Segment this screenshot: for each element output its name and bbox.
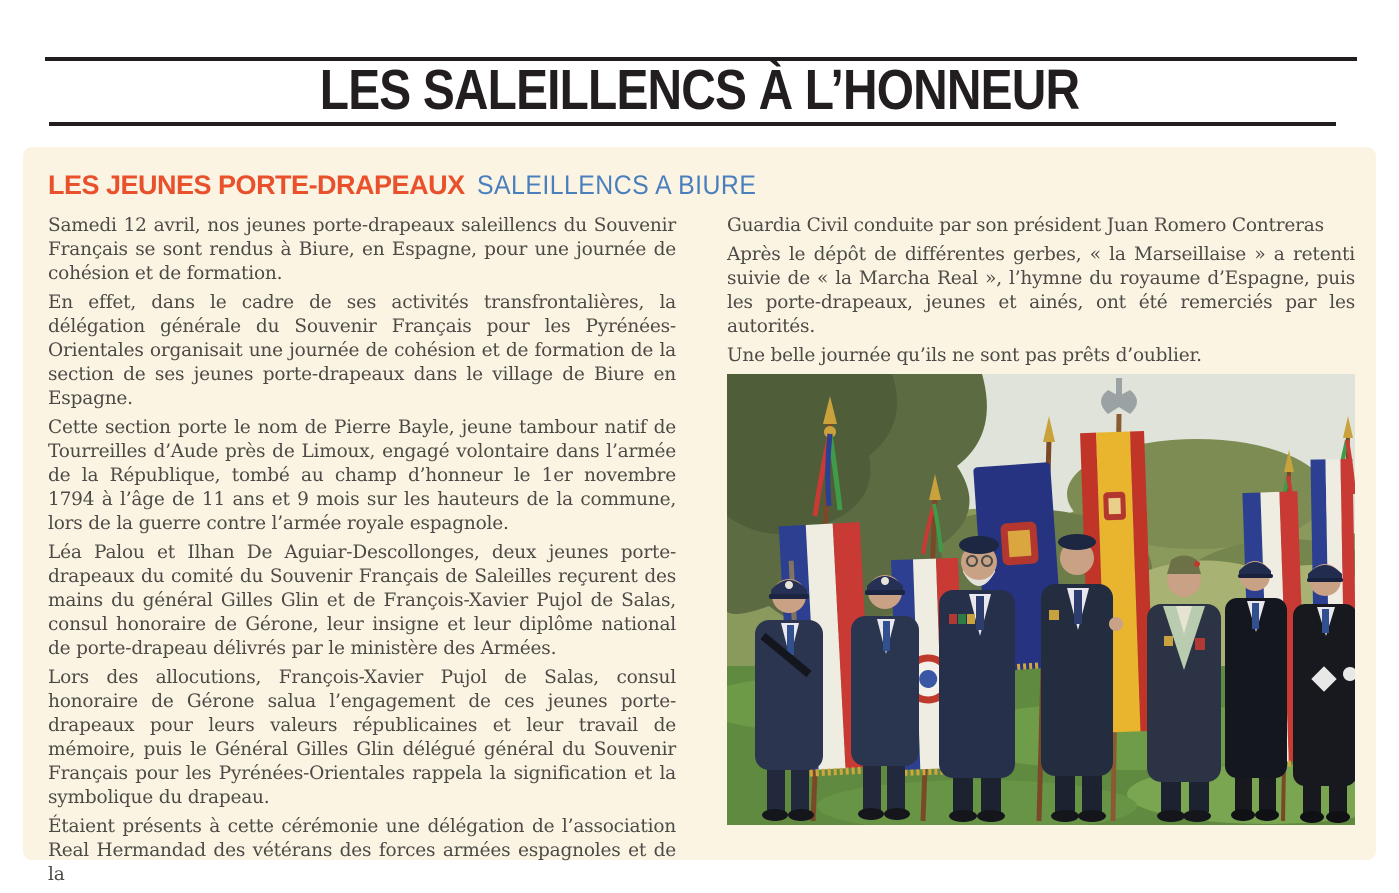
article-heading-secondary: SALEILLENCS A BIURE bbox=[476, 170, 756, 200]
article-heading bbox=[48, 170, 1355, 201]
article-paragraph: Samedi 12 avril, nos jeunes porte-drapeaux saleillencs du Souvenir Français se sont rendus à Biure, en Espagne, pour une journée de cohésion et de formation. bbox=[48, 215, 676, 284]
article-paragraph: Une belle journée qu’ils ne sont pas prêts d’oublier. bbox=[727, 345, 1202, 366]
article-paragraph: Léa Palou et Ilhan De Aguiar-Descollonges, deux jeunes porte-drapeaux du comité du Souvenir Français de Saleilles reçurent des mains du général Gilles Glin et de François-Xavier Pujol de Salas, consul honoraire de Gérone, leur insigne et leur diplôme national de porte-drapeau délivrés par le ministère des Armées. bbox=[48, 542, 676, 659]
article-panel bbox=[23, 147, 1376, 885]
article-paragraph: Guardia Civil conduite par son président Juan Romero Contreras bbox=[727, 215, 1324, 236]
article-photo bbox=[727, 374, 1355, 825]
article-paragraph: Étaient présents à cette cérémonie une délégation de l’association Real Hermandad des vétérans des forces armées espagnoles et de la bbox=[48, 816, 676, 885]
article-paragraph: En effet, dans le cadre de ses activités transfrontalières, la délégation générale du Souvenir Français pour les Pyrénées-Orientales organisait une journée de cohésion et de formation de la section de ses jeunes porte-drapeaux dans le village de Biure en Espagne. bbox=[48, 292, 676, 409]
article-paragraph: Après le dépôt de différentes gerbes, « la Marseillaise » a retenti suivie de « la Marcha Real », l’hymne du royaume d’Espagne, puis les porte-drapeaux, jeunes et ainés, ont été remerciés par les autorités. bbox=[727, 244, 1355, 337]
article-paragraph: Cette section porte le nom de Pierre Bayle, jeune tambour natif de Tourreilles d’Aude près de Limoux, engagé volontaire dans l’armée de la République, tombé au champ d’honneur le 1er novembre 1794 à l’âge de 11 ans et 9 mois sur les hauteurs de la commune, lors de la guerre contre l’armée royale espagnole. bbox=[48, 417, 676, 534]
article-heading-primary: LES JEUNES PORTE-DRAPEAUX bbox=[48, 170, 465, 200]
article-column-right bbox=[727, 214, 1355, 892]
article-columns bbox=[48, 214, 1355, 892]
page-title: LES SALEILLENCS À L’HONNEUR bbox=[319, 58, 1080, 122]
article-column-left bbox=[48, 214, 676, 892]
article-paragraph: Lors des allocutions, François-Xavier Pujol de Salas, consul honoraire de Gérone salua l’engagement de ces jeunes porte-drapeaux pour leurs valeurs républicaines et leur travail de mémoire, puis le Général Gilles Glin délégué général du Souvenir Français pour les Pyrénées-Orientales rappela la signification et la symbolique du drapeau. bbox=[48, 667, 676, 808]
header-rule-bottom bbox=[49, 122, 1336, 126]
